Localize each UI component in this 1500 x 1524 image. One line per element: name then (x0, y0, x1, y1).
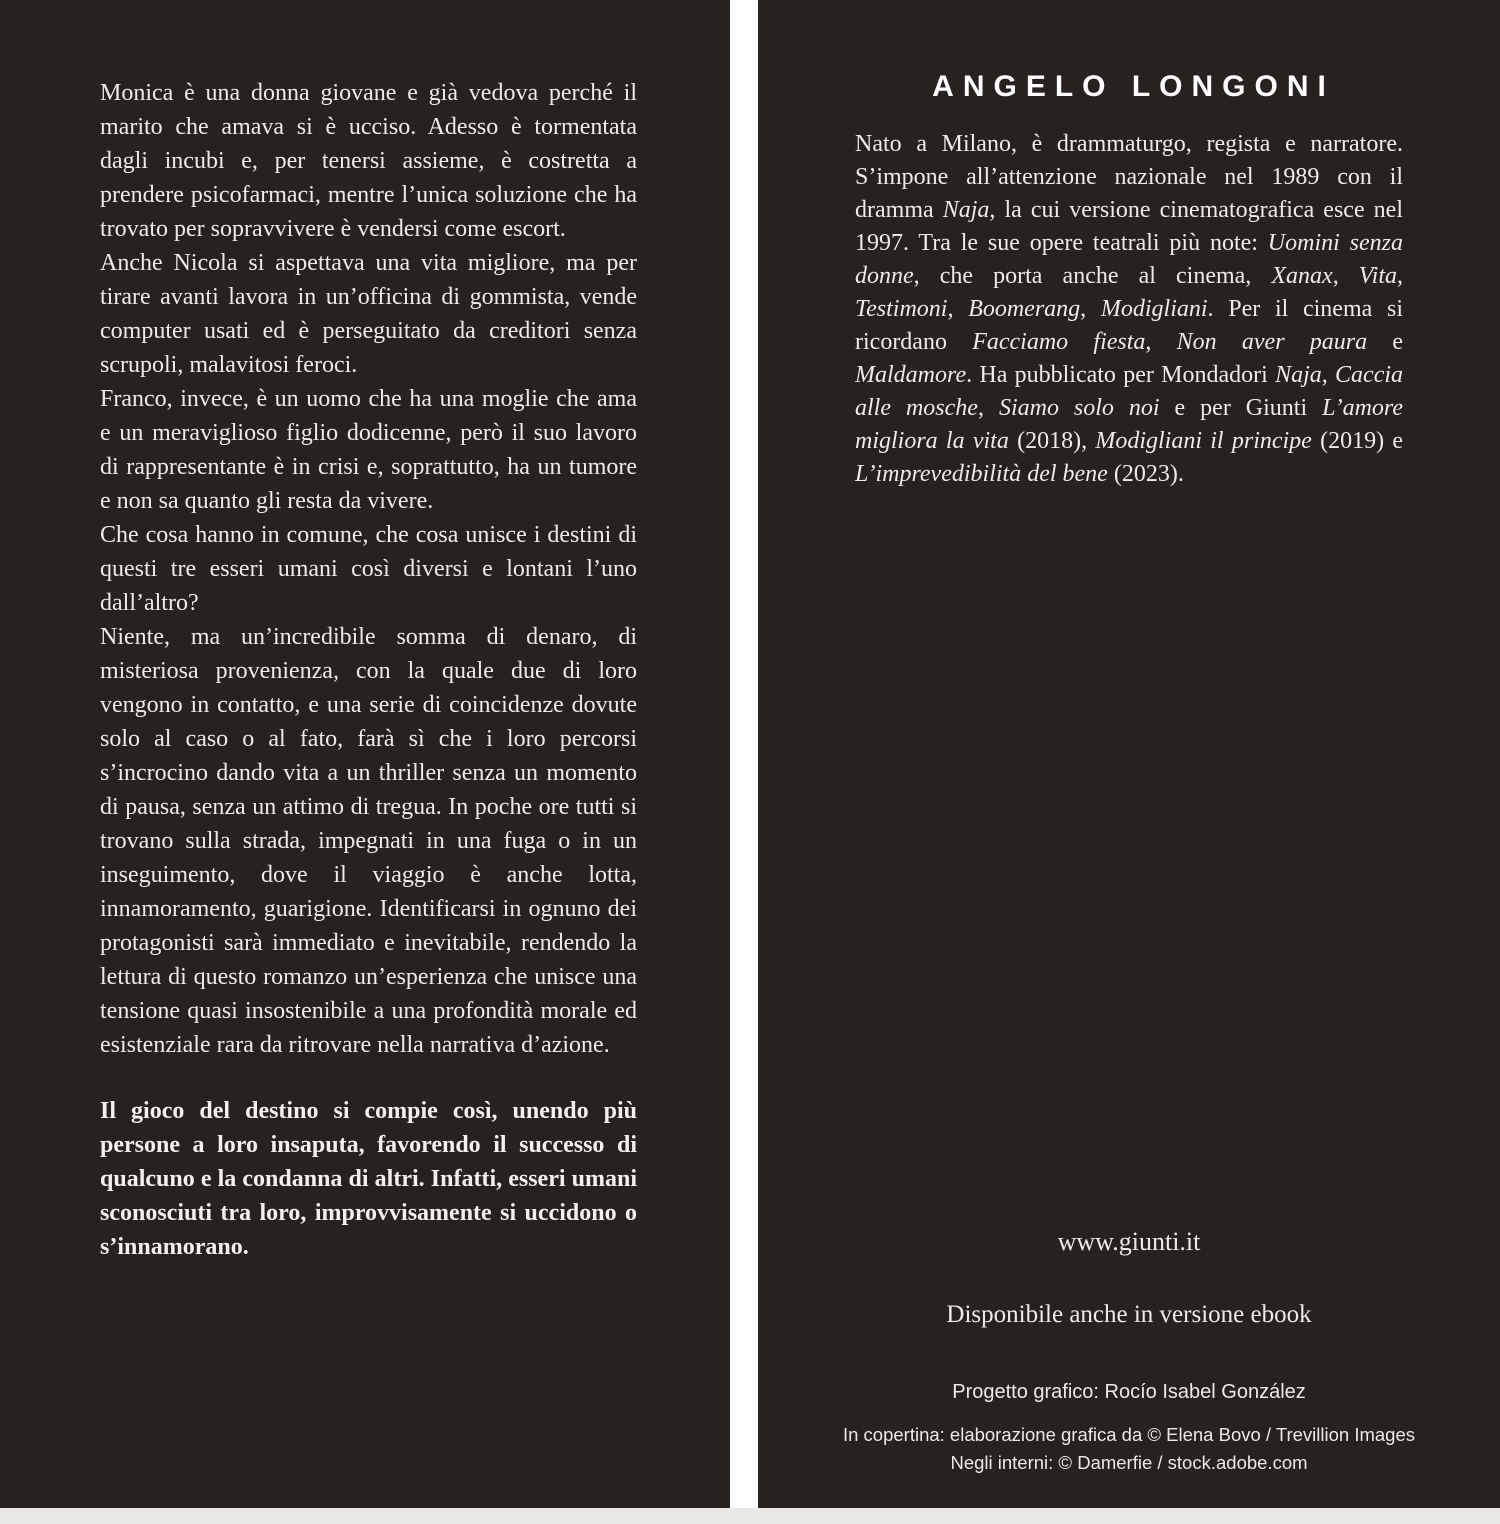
ebook-availability-note: Disponibile anche in versione ebook (946, 1301, 1312, 1328)
left-flap (0, 0, 730, 1508)
page-bottom-edge (0, 1508, 1500, 1524)
author-name: ANGELO LONGONI (932, 70, 1335, 103)
author-bio: Nato a Milano, è drammaturgo, regista e narratore. S’impone all’attenzione nazionale nel 1989 con il dramma Naja, la cui versione cinematografica esce nel 1997. Tra le sue opere teatrali più note: Uomini senza donne, che porta anche al cinema, Xanax, Vita, Testimoni, Boomerang, Modigliani. Per il cinema si ricordano Facciamo fiesta, Non aver paura e Maldamore. Ha pubblicato per Mondadori Naja, Caccia alle mosche, Siamo solo noi e per Giunti L’amore migliora la vita (2018), Modigliani il principe (2019) e L’imprevedibilità del bene (2023). (855, 131, 1404, 487)
synopsis-text (100, 76, 637, 1264)
flap-fold-gap (730, 0, 758, 1524)
colophon-block (758, 1227, 1500, 1478)
synopsis-paragraph-3: Franco, invece, è un uomo che ha una moglie che ama e un meraviglioso figlio dodicenne, però il suo lavoro di rappresentante è in crisi e, soprattutto, ha un tumore e non sa quanto gli resta da vivere. (100, 386, 637, 514)
synopsis-paragraph-4: Che cosa hanno in comune, che cosa unisce i destini di questi tre esseri umani così diversi e lontani l’uno dall’altro? (100, 522, 637, 616)
interior-credit: Negli interni: © Damerfie / stock.adobe.com (950, 1452, 1308, 1473)
synopsis-paragraph-1: Monica è una donna giovane e già vedova perché il marito che amava si è ucciso. Adesso è tormentata dagli incubi e, per tenersi assieme, è costretta a prendere psicofarmaci, mentre l’unica soluzione che ha trovato per sopravvivere è vendersi come escort. (100, 80, 637, 242)
right-flap (758, 0, 1500, 1508)
cover-credit: In copertina: elaborazione grafica da © Elena Bovo / Trevillion Images (842, 1424, 1416, 1445)
publisher-website: www.giunti.it (1057, 1227, 1201, 1256)
closing-bold-paragraph: Il gioco del destino si compie così, unendo più persone a loro insaputa, favorendo il successo di qualcuno e la condanna di altri. Infatti, esseri umani sconosciuti tra loro, improvvisamente si uccidono o s’innamorano. (100, 1098, 637, 1260)
synopsis-paragraph-2: Anche Nicola si aspettava una vita migliore, ma per tirare avanti lavora in un’officina di gommista, vende computer usati ed è perseguitato da creditori senza scrupoli, malavitosi feroci. (100, 250, 637, 378)
design-credit: Progetto grafico: Rocío Isabel González (952, 1381, 1306, 1403)
synopsis-paragraph-5: Niente, ma un’incredibile somma di denaro, di misteriosa provenienza, con la quale due di loro vengono in contatto, e una serie di coincidenze dovute solo al caso o al fato, farà sì che i loro percorsi s’incrocino dando vita a un thriller senza un momento di pausa, senza un attimo di tregua. In poche ore tutti si trovano sulla strada, impegnati in una fuga o in un inseguimento, dove il viaggio è anche lotta, innamoramento, guarigione. Identificarsi in ognuno dei protagonisti sarà immediato e inevitabile, rendendo la lettura di questo romanzo un’esperienza che unisce una tensione quasi insostenibile a una profondità morale ed esistenziale rara da ritrovare nella narrativa d’azione. (100, 624, 637, 1058)
